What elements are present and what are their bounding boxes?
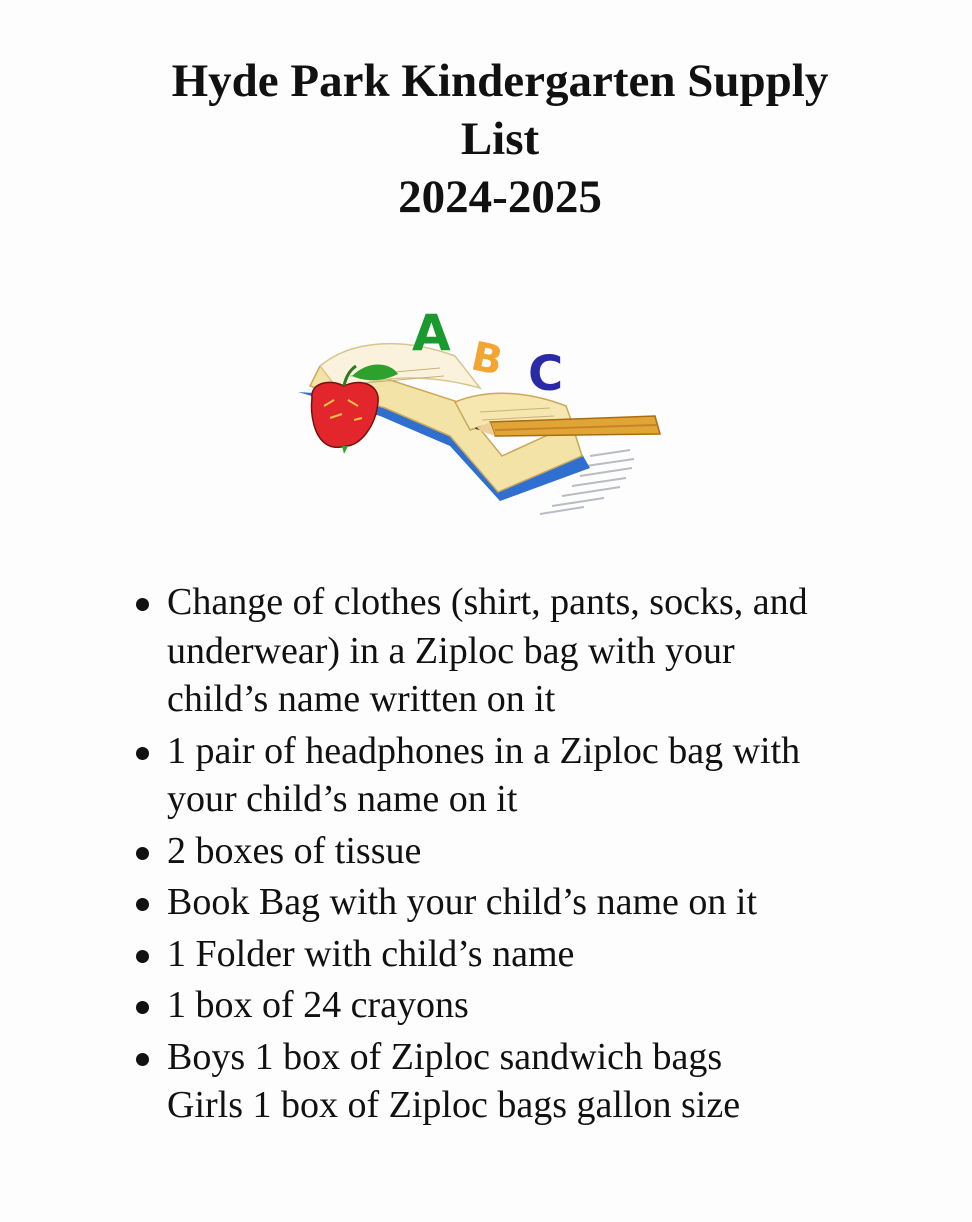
page-title <box>60 52 940 226</box>
supply-item-text: 1 pair of headphones in a Ziploc bag with <box>167 729 801 772</box>
title-line-2: List <box>460 113 540 165</box>
abc-book-apple-pencil-clipart <box>290 296 690 526</box>
supply-list-item <box>136 981 926 1030</box>
supply-list-item <box>136 1033 926 1130</box>
supply-item-text: 1 Folder with child’s name <box>167 932 575 975</box>
letter-a: A <box>412 304 451 362</box>
title-line-3: 2024-2025 <box>398 171 602 223</box>
supply-item-text: underwear) in a Ziploc bag with your <box>167 629 735 672</box>
supply-item-text: your child’s name on it <box>167 778 518 820</box>
supply-item-text: Book Bag with your child’s name on it <box>167 881 758 923</box>
bullet-icon <box>136 847 149 860</box>
letter-c: C <box>528 346 564 402</box>
supply-list-item <box>136 930 926 979</box>
supply-item-text: Boys 1 box of Ziploc sandwich bags <box>167 1035 723 1078</box>
letter-b: B <box>467 333 507 385</box>
supply-item-text: 1 box of 24 crayons <box>167 984 469 1026</box>
bullet-icon <box>136 1053 149 1066</box>
bullet-icon <box>136 898 149 911</box>
supply-item-text: 2 boxes of tissue <box>167 829 422 872</box>
title-line-1: Hyde Park Kindergarten Supply <box>171 55 829 107</box>
supply-list-item <box>136 878 926 927</box>
bullet-icon <box>136 747 149 760</box>
supply-list <box>136 578 926 1133</box>
bullet-icon <box>136 1001 149 1014</box>
bullet-icon <box>136 950 149 963</box>
supply-item-text: child’s name written on it <box>167 678 556 720</box>
bullet-icon <box>136 598 149 611</box>
supply-item-text: Change of clothes (shirt, pants, socks, and <box>167 581 808 623</box>
supply-item-text: Girls 1 box of Ziploc bags gallon size <box>167 1084 741 1126</box>
supply-list-item <box>136 578 926 724</box>
supply-list-item <box>136 827 926 876</box>
supply-list-item <box>136 727 926 824</box>
